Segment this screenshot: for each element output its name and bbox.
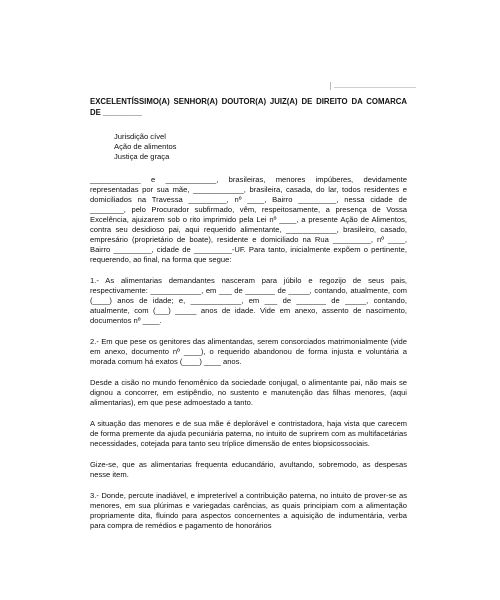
document-body	[90, 97, 407, 541]
paragraph-1: 1.- As alimentarias demandantes nasceram para júbilo e regozijo de seus pais, respectivamente: ____________, em ___ de _______ de _____, contando, atualmente, com (____) anos de idade; e, ____________, em ___ de _______ de _____, contando, atualmente, com (___) _____ anos de idade. Vide em anexo, assento de nascimento, documentos nº ____.	[90, 276, 407, 325]
paragraph-intro: ____________ e ____________, brasileiras, menores impúberes, devidamente representadas por sua mãe, ____________, brasileira, casada, do lar, todos residentes e domiciliados na Travessa _________, nº ____, Bairro _________, nessa cidade de ________, pelo Procurador subfirmado, vêm, respeitosamente, a presença de Vossa Excelência, ajuizarem sob o rito imprimido pela Lei nº ____, a presente Ação de Alimentos, contra seu desidioso pai, aqui requerido alimentante, ____________, brasileiro, casado, empresário (proprietário de boate), residente e domiciliado na Rua _________, nº ____, Bairro _________, cidade de _________-UF. Para tanto, inicialmente expõem o pertinente, requerendo, ao final, na forma que segue:	[90, 175, 407, 264]
subtitle-jurisdiction: Jurisdição cível	[114, 132, 166, 141]
paragraph-2: 2.- Em que pese os genitores das alimentandas, serem consorciados matrimonialmente (vide em anexo, documento nº ____), o requerido abandonou de forma injusta e voluntária a morada comum há exatos (____) ____ anos.	[90, 337, 407, 366]
paragraph-cisao: Desde a cisão no mundo fenomênico da sociedade conjugal, o alimentante pai, não mais se dignou a concorrer, em estipêndio, no sustento e manutenção das filhas menores, (aqui alimentarias), em que pese admoestado a tanto.	[90, 378, 407, 407]
corner-tick	[330, 82, 331, 90]
paragraph-3: 3.- Donde, percute inadiável, e impreterível a contribuição paterna, no intuito de prover-se as menores, em sua plúrimas e variegadas carências, as quais principiam com a alimentação propriamente dita, fluindo para aspectos concernentes a aquisição de indumentária, verba para compra de remédios e pagamento de honorários	[90, 491, 407, 530]
corner-line	[334, 87, 416, 88]
subtitle-justice: Justiça de graça	[114, 152, 170, 161]
case-classification	[90, 132, 407, 162]
paragraph-situacao: A situação das menores e de sua mãe é deplorável e contristadora, haja vista que carecem de forma premente da ajuda pecuniária paterna, no intuito de suprirem com as multifacetárias necessidades, cotejada para tanto seu tríplice dimensão de entes biopsicossociais.	[90, 419, 407, 448]
scan-corner-mark	[330, 82, 418, 90]
subtitle-action: Ação de alimentos	[114, 142, 177, 151]
paragraph-gize: Gize-se, que as alimentarias frequenta educandário, avultando, sobremodo, as despesas nesse item.	[90, 460, 407, 479]
document-title: EXCELENTÍSSIMO(A) SENHOR(A) DOUTOR(A) JUIZ(A) DE DIREITO DA COMARCA DE _________	[90, 97, 407, 117]
